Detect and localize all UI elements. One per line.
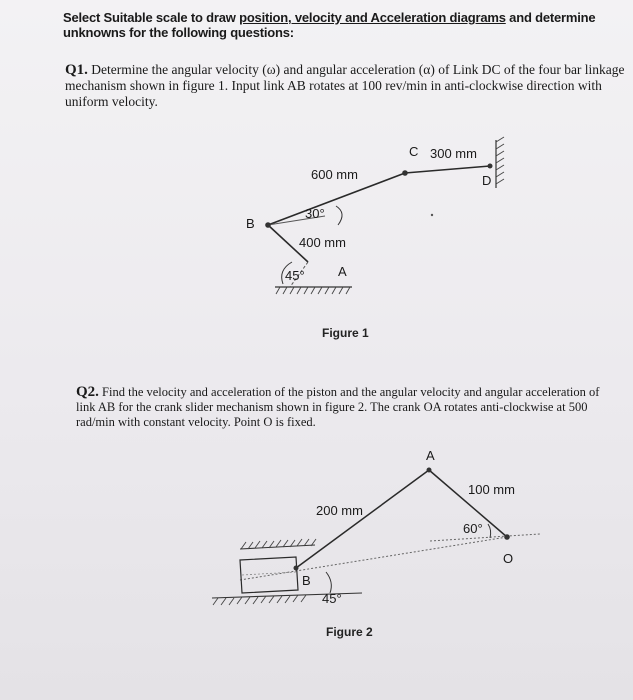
stray-dot <box>431 214 433 216</box>
question-1-text: Determine the angular velocity (ω) and angular acceleration (α) of Link DC of the four bar linkage mechanism shown in figure 1. Input link AB rotates at 100 rev/min in anti-clockwise direction with uniform velocity. <box>65 62 625 109</box>
label-angle-60: 60° <box>463 521 483 536</box>
label-a: A <box>338 264 347 279</box>
crank-reference-line <box>430 534 540 541</box>
figure-2 <box>212 448 540 639</box>
label-o: O <box>503 551 514 566</box>
joint-d <box>488 164 493 169</box>
label-600mm: 600 mm <box>311 167 358 182</box>
label-200mm: 200 mm <box>316 503 363 518</box>
heading-underlined: position, velocity and Acceleration diagrams <box>239 10 506 25</box>
label-b: B <box>246 216 255 231</box>
ground-a-hatch <box>276 287 350 294</box>
label-angle-45-fig2: 45° <box>322 591 342 606</box>
angle-45-arc-fig2 <box>326 572 331 593</box>
label-300mm: 300 mm <box>430 146 477 161</box>
ground-d-hatch <box>496 137 504 184</box>
angle-60-arc <box>488 524 491 538</box>
label-b-fig2: B <box>302 573 311 588</box>
heading-intro: Select Suitable scale to draw <box>63 10 240 25</box>
label-100mm: 100 mm <box>468 482 515 497</box>
label-angle-30: 30° <box>305 206 325 221</box>
link-cd <box>405 166 490 173</box>
label-400mm: 400 mm <box>299 235 346 250</box>
joint-c <box>402 170 408 176</box>
joint-b-fig2 <box>294 566 299 571</box>
figure-1 <box>246 137 504 340</box>
label-c: C <box>409 144 419 159</box>
slider-centre-line <box>240 537 507 580</box>
label-a-fig2: A <box>426 448 435 463</box>
label-d: D <box>482 173 492 188</box>
question-2-text: Find the velocity and acceleration of the piston and the angular velocity and angular acceleration of link AB for the crank slider mechanism shown in figure 2. The crank OA rotates anti-clockwise at 500 rad/min with constant velocity. Point O is fixed. <box>76 385 600 429</box>
label-angle-45: 45° <box>285 268 305 283</box>
figure-1-caption: Figure 1 <box>322 326 369 340</box>
joint-o <box>504 534 510 540</box>
slider-inner-line <box>242 572 296 575</box>
question-2-number: Q2. <box>76 384 99 400</box>
joint-a-fig2 <box>427 468 432 473</box>
heading-rest: and determine unknowns for the following questions: <box>63 10 596 40</box>
upper-guide-hatch <box>241 539 316 549</box>
question-1-number: Q1. <box>65 62 88 78</box>
link-ab-connecting-rod <box>296 470 429 568</box>
figure-2-caption: Figure 2 <box>326 625 373 639</box>
angle-30-arc <box>336 206 342 225</box>
joint-b <box>265 222 271 228</box>
